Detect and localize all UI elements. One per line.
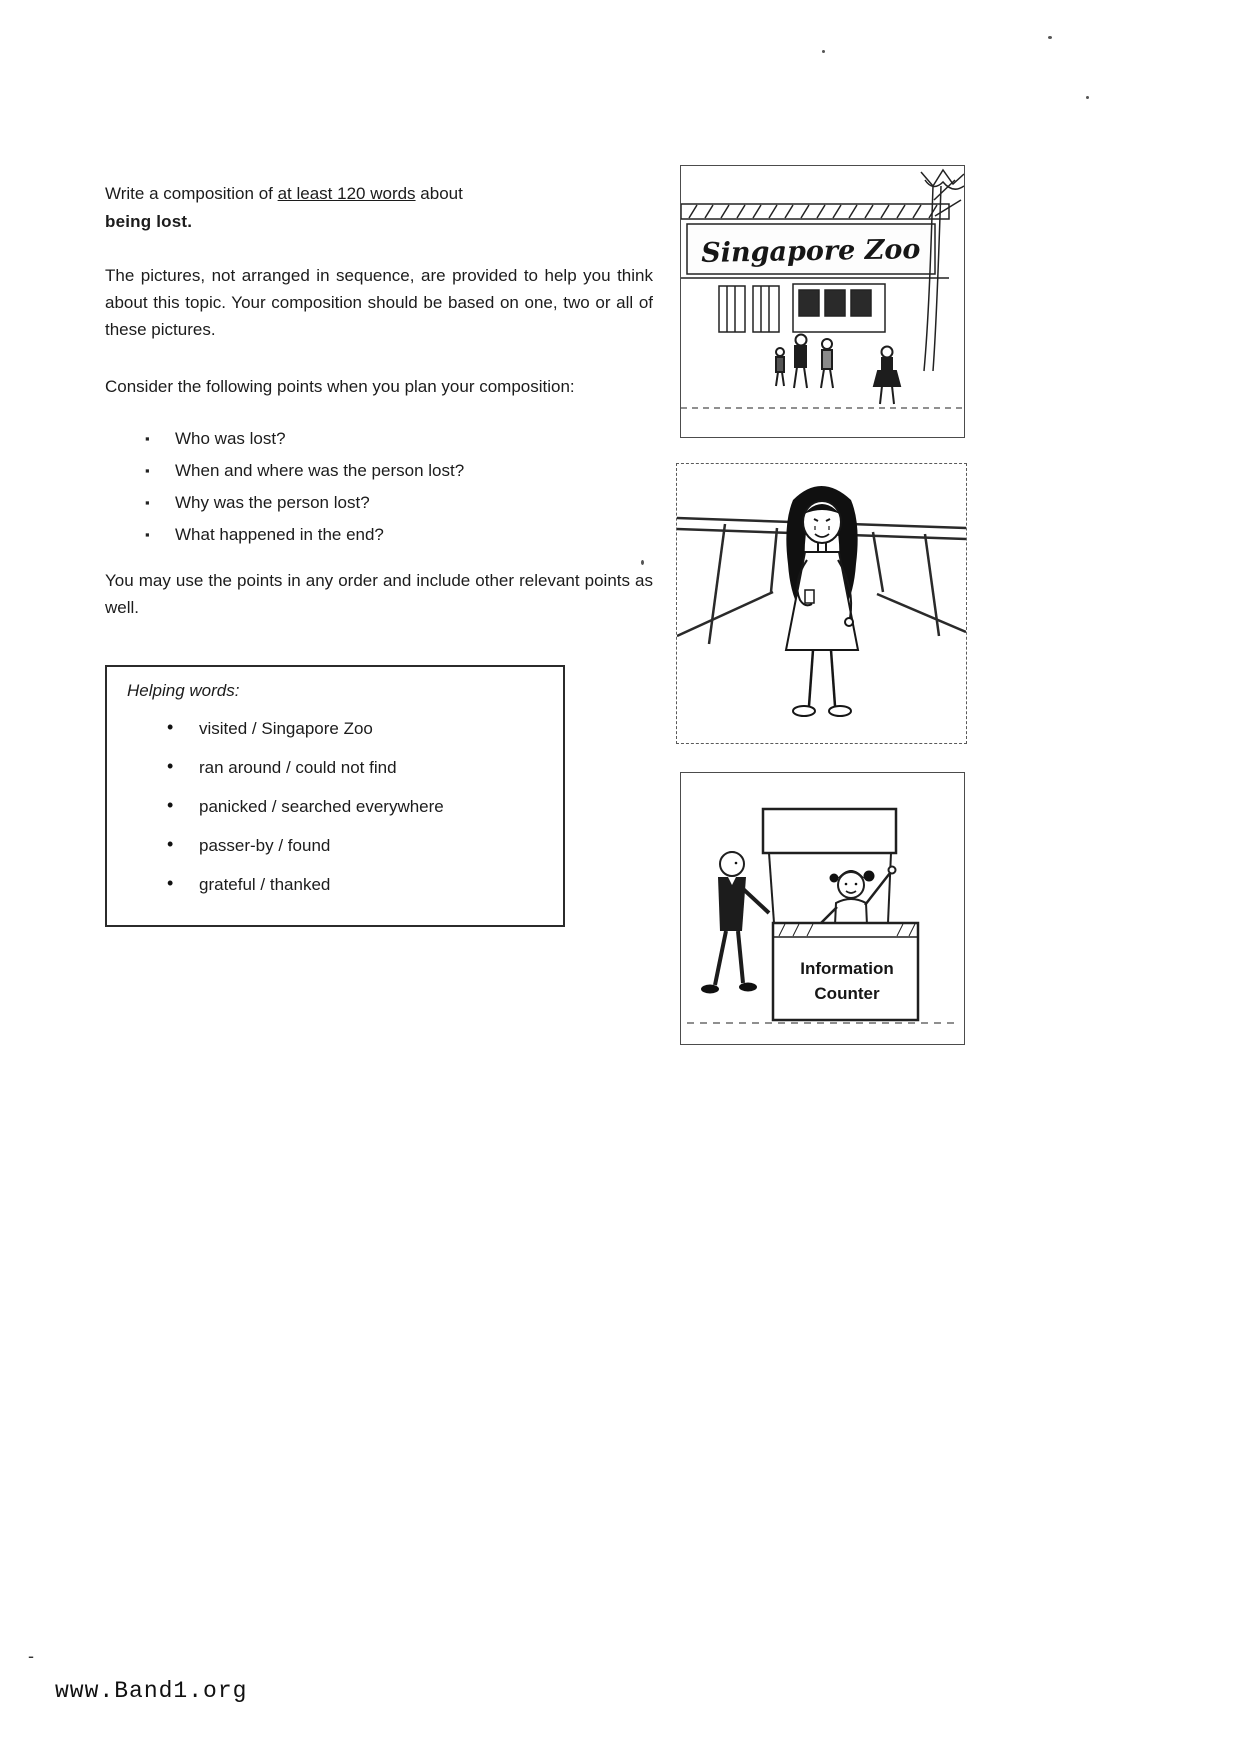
helping-words-box — [105, 665, 565, 927]
intro-text-tail: about — [415, 184, 463, 203]
information-counter-label-line1: Information — [800, 959, 894, 978]
scan-speck — [822, 50, 825, 53]
scan-dash-artifact: - — [28, 1646, 34, 1666]
scan-speck — [641, 560, 644, 565]
composition-topic: being lost. — [105, 212, 193, 231]
helping-word-item: • ran around / could not find — [167, 758, 543, 778]
helping-word-item: • passer-by / found — [167, 836, 543, 856]
helping-words-title: Helping words: — [127, 681, 240, 700]
scan-speck — [1048, 36, 1052, 39]
helping-words-list — [167, 719, 543, 895]
helping-word-item: • panicked / searched everywhere — [167, 797, 543, 817]
picture-information-counter — [680, 772, 965, 1045]
picture-lost-girl — [676, 463, 967, 744]
zoo-entrance-illustration — [681, 166, 964, 437]
planning-point-end: ▪ What happened in the end? — [145, 524, 653, 545]
planning-points-list — [145, 428, 653, 545]
information-counter-illustration — [681, 773, 964, 1044]
information-counter-label-line2: Counter — [814, 984, 880, 1003]
helping-word-item: • grateful / thanked — [167, 875, 543, 895]
source-site-footer: www.Band1.org — [55, 1678, 248, 1704]
helping-word-item: • visited / Singapore Zoo — [167, 719, 543, 739]
instructions-column — [105, 180, 653, 927]
scan-speck — [1086, 96, 1089, 99]
planning-point-why: ▪ Why was the person lost? — [145, 492, 653, 513]
consider-points-paragraph: Consider the following points when you plan your composition: — [105, 377, 575, 396]
intro-word-count: at least 120 words — [277, 184, 416, 203]
lost-girl-illustration — [677, 464, 966, 743]
picture-zoo-entrance — [680, 165, 965, 438]
planning-point-when-where: ▪ When and where was the person lost? — [145, 460, 653, 481]
order-note-paragraph: You may use the points in any order and include other relevant points as well. — [105, 571, 653, 617]
task-intro — [105, 180, 653, 236]
planning-point-who: ▪ Who was lost? — [145, 428, 653, 449]
intro-text: Write a composition of — [105, 184, 278, 203]
pictures-note-paragraph: The pictures, not arranged in sequence, are provided to help you think about this topic. Your composition should be based on one, two or all of these pictures. — [105, 266, 653, 339]
zoo-sign-text: Singapore Zoo — [701, 234, 921, 269]
